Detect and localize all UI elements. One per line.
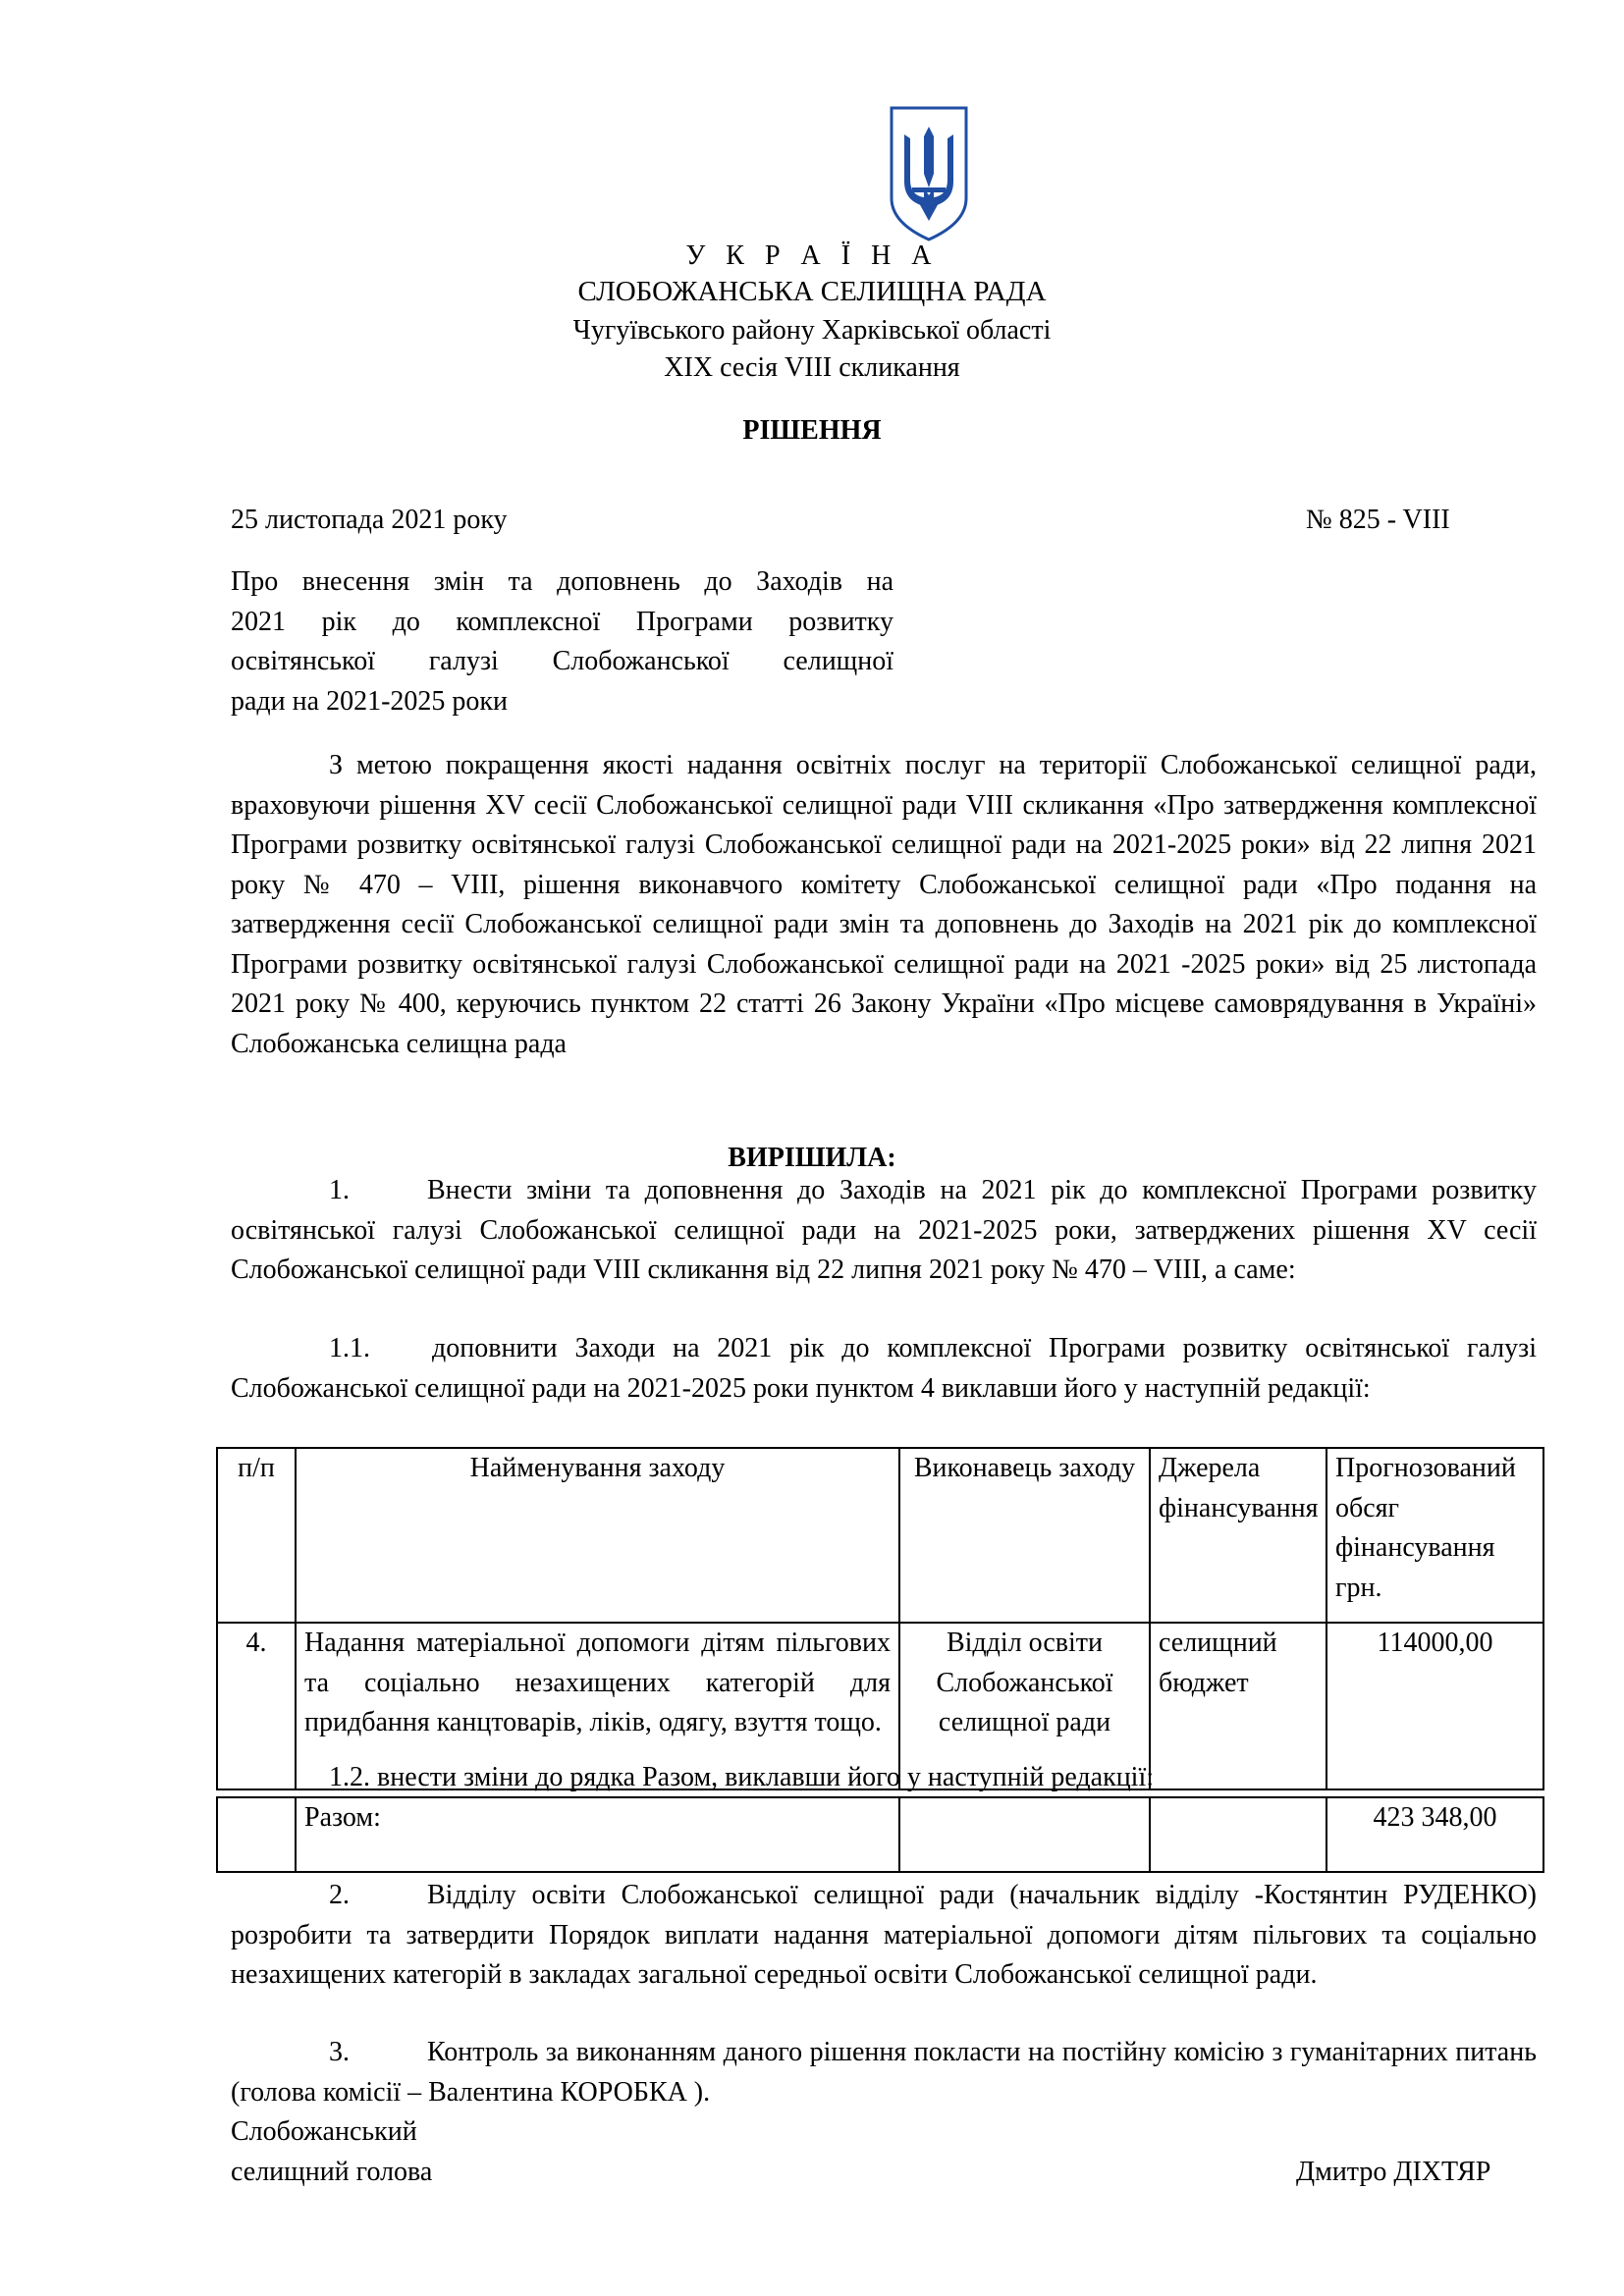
- session-name: XIX сесія VIII скликання: [664, 352, 960, 383]
- signature-name: Дмитро ДІХТЯР: [1296, 2157, 1491, 2187]
- district-name: Чугуївського району Харківської області: [572, 315, 1052, 346]
- total-table: [216, 1796, 1544, 1873]
- item-1: [231, 1171, 1537, 1291]
- total-empty-cell: [1150, 1797, 1326, 1872]
- signature-title-line-2: селищний голова: [231, 2157, 433, 2187]
- item-3-number: 3.: [329, 2037, 350, 2067]
- item-3-text: Контроль за виконанням даного рішення покласти на постійну комісію з гуманітарних питань (голова комісії – Валентина КОРОБКА ).: [231, 2037, 1537, 2108]
- preamble-paragraph: З метою покращення якості надання освітніх послуг на території Слобожанської селищної ради, враховуючи рішення XV сесії Слобожанської селищної ради VIII скликання «Про затвердження комплексної Програми розвитку освітянської галузі Слобожанської селищної ради на 2021-2025 роки» від 22 липня 2021 року № 470 – VIII, рішення виконавчого комітету Слобожанської селищної ради «Про подання на затвердження сесії Слобожанської селищної ради змін та доповнень до Заходів на 2021 рік до комплексної Програми розвитку освітянської галузі Слобожанської селищної ради на 2021 -2025 роки» від 25 листопада 2021 року № 400, керуючись пунктом 22 статті 26 Закону України «Про місцеве самоврядування в Україні» Слобожанська селищна рада: [231, 750, 1537, 1059]
- item-2: [231, 1876, 1537, 1996]
- item-1-2: 1.2. внести зміни до рядка Разом, виклавши його у наступній редакції:: [329, 1762, 1155, 1792]
- decision-subject: [231, 562, 893, 721]
- subject-line: Про внесення змін та доповнень до Заходів на: [231, 566, 893, 597]
- item-1-text: Внести зміни та доповнення до Заходів на 2021 рік до комплексної Програми розвитку освітянської галузі Слобожанської селищної ради на 2021-2025 роки, затверджених рішення XV сесії Слобожанської селищної ради VIII скликання від 22 липня 2021 року № 470 – VIII, а саме:: [231, 1175, 1537, 1285]
- row-amount: 114000,00: [1326, 1623, 1543, 1789]
- row-num: 4.: [217, 1623, 296, 1789]
- header-executor: Виконавець заходу: [899, 1448, 1150, 1623]
- total-empty-cell: [899, 1797, 1150, 1872]
- decision-number: № 825 - VIII: [1306, 505, 1450, 535]
- subject-line: 2021 рік до комплексної Програми розвитку: [231, 606, 893, 637]
- item-1-1-text: доповнити Заходи на 2021 рік до комплексної Програми розвитку освітянської галузі Слобожанської селищної ради на 2021-2025 роки пунктом 4 виклавши його у наступній редакції:: [231, 1333, 1537, 1404]
- document-type: РІШЕННЯ: [742, 415, 882, 446]
- total-row: [217, 1797, 1543, 1872]
- row-executor: Відділ освіти Слобожанської селищної ради: [899, 1623, 1150, 1789]
- council-name: СЛОБОЖАНСЬКА СЕЛИЩНА РАДА: [577, 276, 1047, 307]
- header-amount: Прогнозований обсяг фінансування грн.: [1326, 1448, 1543, 1623]
- subject-line: ради на 2021-2025 роки: [231, 685, 508, 717]
- item-2-number: 2.: [329, 1880, 350, 1910]
- total-amount: 423 348,00: [1326, 1797, 1543, 1872]
- item-2-text: Відділу освіти Слобожанської селищної ради (начальник відділу -Костянтин РУДЕНКО) розробити та затвердити Порядок виплати надання матеріальної допомоги дітям пільгових та соціально незахищених категорій в закладах загальної середньої освіти Слобожанської селищної ради.: [231, 1880, 1537, 1990]
- item-1-1-number: 1.1.: [329, 1333, 370, 1363]
- subject-line: освітянської галузі Слобожанської селищної: [231, 646, 893, 676]
- resolved-heading: ВИРІШИЛА:: [728, 1143, 896, 1173]
- header-num: п/п: [217, 1448, 296, 1623]
- row-name: Надання матеріальної допомоги дітям пільгових та соціально незахищених категорій для придбання канцтоварів, ліків, одягу, взуття тощо.: [296, 1623, 899, 1789]
- total-label: Разом:: [296, 1797, 899, 1872]
- header-name: Найменування заходу: [296, 1448, 899, 1623]
- header-source: Джерела фінансування: [1150, 1448, 1326, 1623]
- country-title: У К Р А Ї Н А: [685, 240, 939, 271]
- total-empty-cell: [217, 1797, 296, 1872]
- item-1-number: 1.: [329, 1175, 350, 1205]
- row-source: селищний бюджет: [1150, 1623, 1326, 1789]
- measures-table: [216, 1447, 1544, 1790]
- item-1-1: [231, 1329, 1537, 1409]
- item-3: [231, 2033, 1537, 2112]
- table-header-row: [217, 1448, 1543, 1623]
- decision-date: 25 листопада 2021 року: [231, 505, 508, 535]
- coat-of-arms-icon: [889, 105, 969, 242]
- signature-title-line-1: Слобожанський: [231, 2116, 417, 2147]
